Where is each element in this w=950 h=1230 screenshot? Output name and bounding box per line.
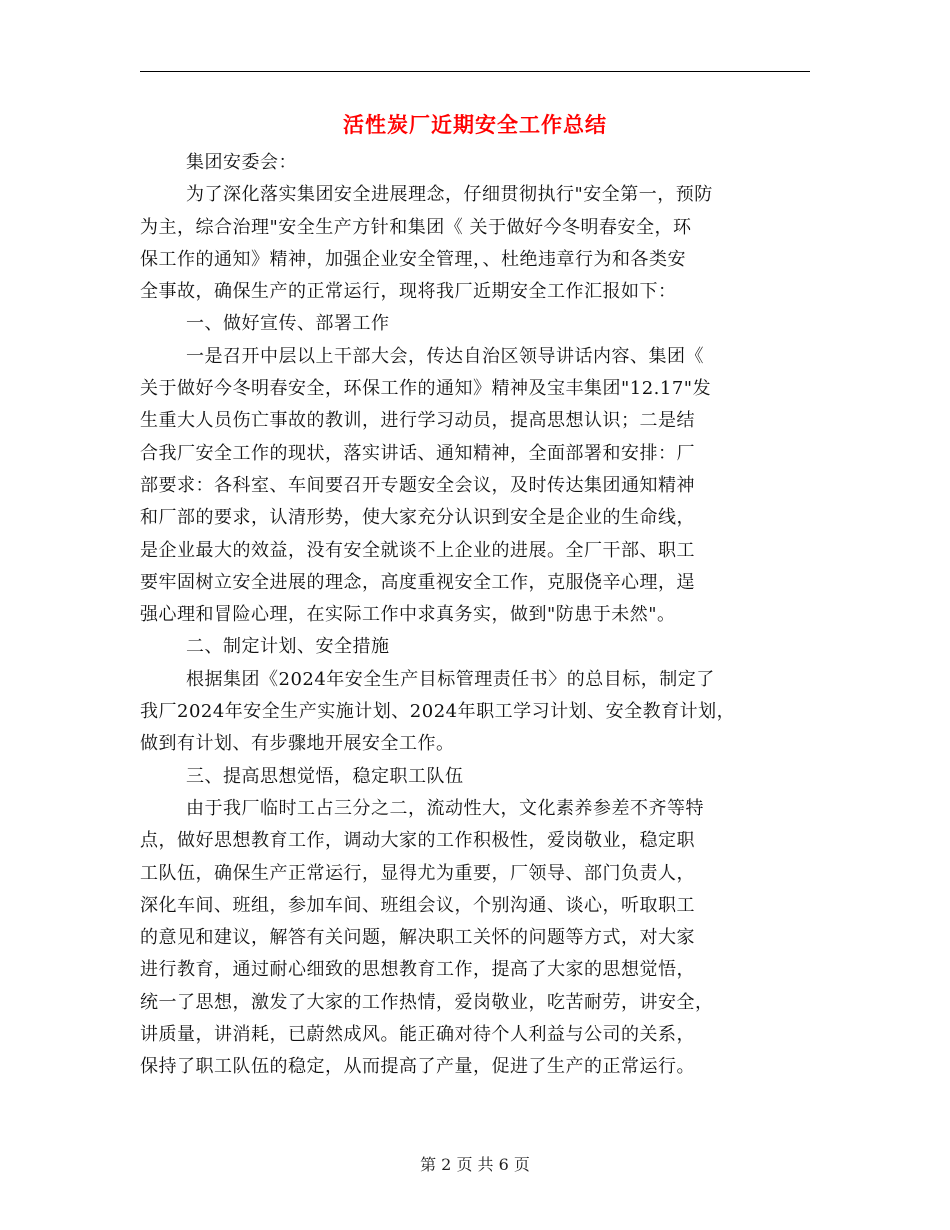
text-line: 由于我厂临时工占三分之二，流动性大，文化素养参差不齐等特 <box>186 797 704 819</box>
text-line: 强心理和冒险心理，在实际工作中求真务实，做到"防患于未然"。 <box>140 604 676 626</box>
text-line: 部要求：各科室、车间要召开专题安全会议，及时传达集团通知精神 <box>140 474 695 496</box>
text-line: 深化车间、班组，参加车间、班组会议，个别沟通、谈心，听取职工 <box>140 894 695 916</box>
page-number: 第 2 页 共 6 页 <box>420 1155 530 1174</box>
text-line: 为主，综合治理"安全生产方针和集团《 关于做好今冬明春安全，环 <box>140 216 692 238</box>
text-line: 的意见和建议，解答有关问题，解决职工关怀的问题等方式，对大家 <box>140 927 695 949</box>
text-line: 做到有计划、有步骤地开展安全工作。 <box>140 733 455 755</box>
text-line: 进行教育，通过耐心细致的思想教育工作，提高了大家的思想觉悟， <box>140 959 695 981</box>
text-line: 根据集团《2024年安全生产目标管理责任书〉的总目标，制定了 <box>186 668 715 690</box>
text-line: 要牢固树立安全进展的理念，高度重视安全工作，克服侥辛心理，逞 <box>140 571 695 593</box>
text-line: 点，做好思想教育工作，调动大家的工作积极性，爱岗敬业，稳定职 <box>140 830 695 852</box>
text-line: 讲质量，讲消耗，已蔚然成风。能正确对待个人利益与公司的关系， <box>140 1024 695 1046</box>
text-line: 为了深化落实集团安全进展理念，仔细贯彻执行"安全第一，预防 <box>186 184 713 206</box>
text-line: 全事故，确保生产的正常运行，现将我厂近期安全工作汇报如下： <box>140 281 677 303</box>
text-line: 一、做好宣传、部署工作 <box>186 313 390 335</box>
header-rule <box>140 71 810 72</box>
text-line: 一是召开中层以上干部大会，传达自治区领导讲话内容、集团《 <box>186 345 704 367</box>
text-line: 二、制定计划、安全措施 <box>186 636 390 658</box>
text-line: 工队伍，确保生产正常运行，显得尤为重要，厂领导、部门负责人， <box>140 862 695 884</box>
text-line: 我厂2024年安全生产实施计划、2024年职工学习计划、安全教育计划， <box>140 701 736 723</box>
text-line: 关于做好今冬明春安全，环保工作的通知》精神及宝丰集团"12.17"发 <box>140 378 712 400</box>
document-body <box>140 147 810 1084</box>
text-line: 三、提高思想觉悟，稳定职工队伍 <box>186 765 464 787</box>
text-line: 和厂部的要求，认清形势，使大家充分认识到安全是企业的生命线， <box>140 507 695 529</box>
text-line: 是企业最大的效益，没有安全就谈不上企业的进展。全厂干部、职工 <box>140 539 695 561</box>
text-line: 合我厂安全工作的现状，落实讲话、通知精神，全面部署和安排：厂 <box>140 442 695 464</box>
document-title: 活性炭厂近期安全工作总结 <box>343 112 607 137</box>
text-line: 保持了职工队伍的稳定，从而提高了产量，促进了生产的正常运行。 <box>140 1056 695 1078</box>
text-line: 生重大人员伤亡事故的教训，进行学习动员，提高思想认识；二是结 <box>140 410 695 432</box>
text-line: 保工作的通知》精神，加强企业安全管理，、杜绝违章行为和各类安 <box>140 248 686 270</box>
text-line: 统一了思想，激发了大家的工作热情，爱岗敬业，吃苦耐劳，讲安全， <box>140 991 714 1013</box>
text-line: 集团安委会： <box>186 152 297 173</box>
